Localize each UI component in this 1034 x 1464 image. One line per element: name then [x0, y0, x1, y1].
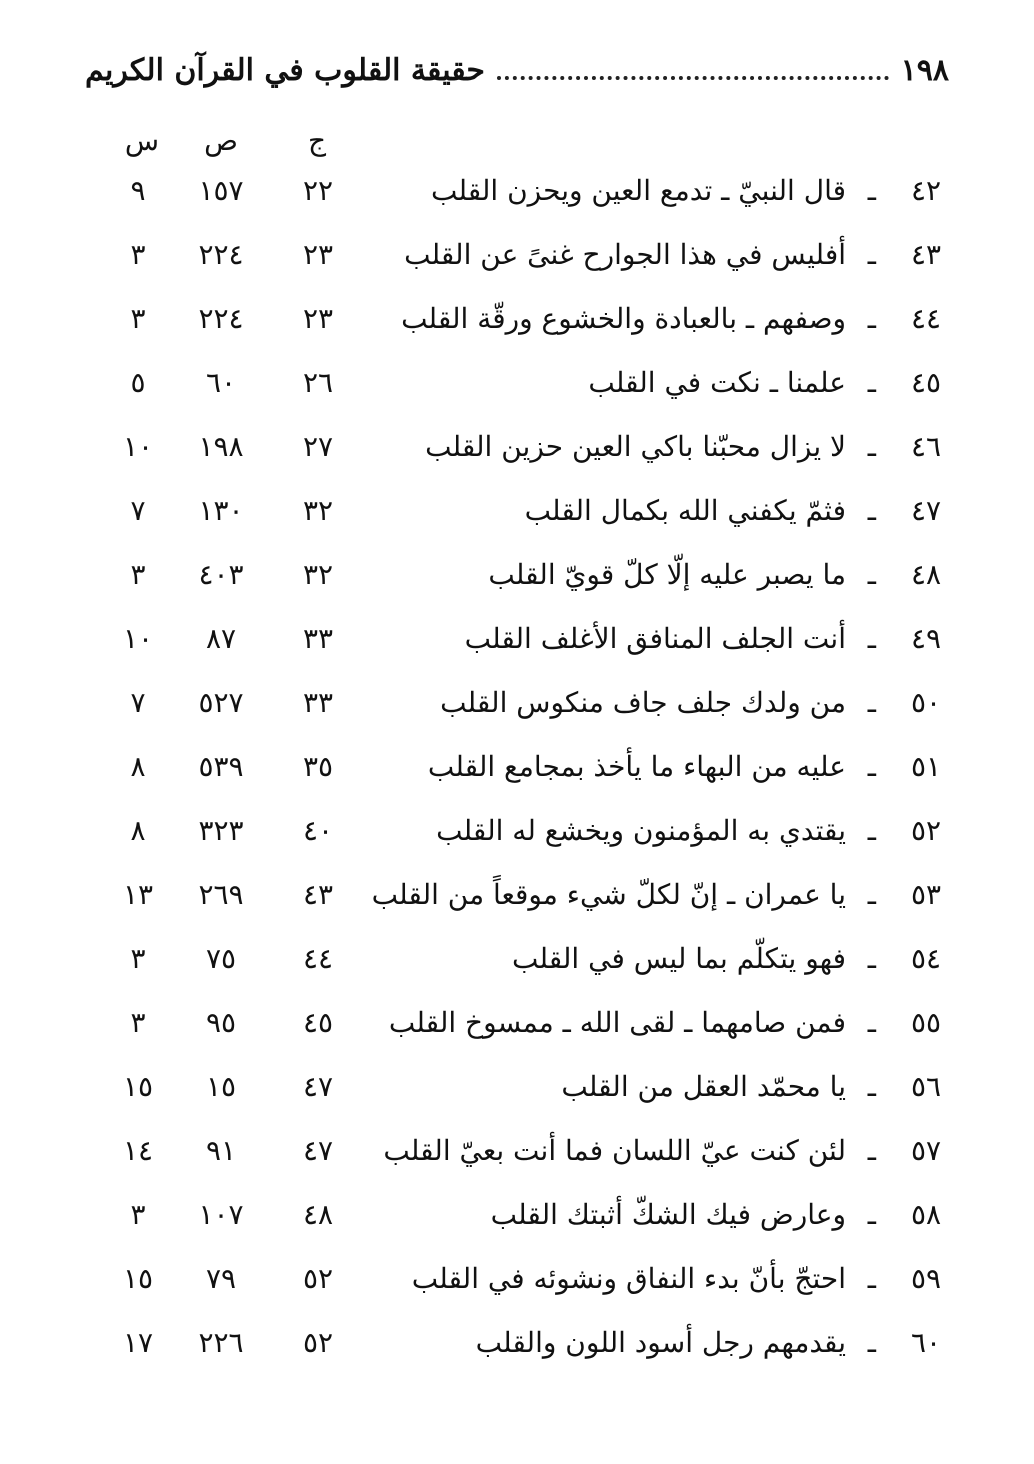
entry-juz: ٥٢ [302, 1326, 334, 1359]
index-entry [0, 1190, 1034, 1254]
running-title: حقيقة القلوب في القرآن الكريم [85, 52, 485, 88]
index-entry [0, 806, 1034, 870]
entry-juz: ٤٧ [302, 1070, 334, 1103]
entry-page: ٢٢٦ [198, 1326, 244, 1359]
entry-juz: ٢٣ [302, 302, 334, 335]
entry-number: ٤٢ [910, 174, 942, 207]
entry-line: ٣ [130, 558, 146, 591]
entry-line: ٥ [130, 366, 146, 399]
entry-juz: ٤٤ [302, 942, 334, 975]
entry-number: ٤٤ [910, 302, 942, 335]
index-entry [0, 550, 1034, 614]
entry-text: يقتدي به المؤمنون ويخشع له القلب [436, 814, 846, 847]
entry-number: ٥٣ [910, 878, 942, 911]
entry-dash: ـ [867, 942, 876, 975]
entry-number: ٤٨ [910, 558, 942, 591]
entry-number: ٥٨ [910, 1198, 942, 1231]
entry-page: ٢٢٤ [198, 302, 244, 335]
entry-text: أنت الجلف المنافق الأغلف القلب [464, 622, 846, 655]
entry-text: احتجّ بأنّ بدء النفاق ونشوئه في القلب [411, 1262, 846, 1295]
entry-juz: ٢٢ [302, 174, 334, 207]
entry-juz: ٤٥ [302, 1006, 334, 1039]
entry-number: ٤٦ [910, 430, 942, 463]
index-entry [0, 486, 1034, 550]
entry-line: ٣ [130, 942, 146, 975]
entry-dash: ـ [867, 814, 876, 847]
entry-number: ٥٥ [910, 1006, 942, 1039]
column-header-line: س [124, 124, 160, 157]
entry-page: ١٩٨ [198, 430, 244, 463]
entry-page: ٧٩ [205, 1262, 237, 1295]
entry-number: ٥٩ [910, 1262, 942, 1295]
entry-number: ٥٢ [910, 814, 942, 847]
leader-dots [497, 76, 889, 80]
index-entry [0, 358, 1034, 422]
index-entry [0, 934, 1034, 998]
entry-line: ١٠ [122, 622, 154, 655]
index-entry [0, 1062, 1034, 1126]
entry-dash: ـ [867, 366, 876, 399]
entry-line: ١٧ [122, 1326, 154, 1359]
entry-text: فثمّ يكفني الله بكمال القلب [524, 494, 846, 527]
entry-line: ٧ [130, 494, 146, 527]
entry-juz: ٣٣ [302, 686, 334, 719]
entry-number: ٥٦ [910, 1070, 942, 1103]
entry-number: ٥٠ [910, 686, 942, 719]
entry-number: ٥١ [910, 750, 942, 783]
entry-juz: ٤٠ [302, 814, 334, 847]
index-entry [0, 166, 1034, 230]
entry-line: ٨ [130, 750, 146, 783]
column-header-juz: ج [307, 124, 327, 157]
index-list [0, 166, 1034, 1382]
entry-juz: ٢٣ [302, 238, 334, 271]
entry-dash: ـ [867, 238, 876, 271]
column-header-page: ص [204, 124, 238, 157]
entry-dash: ـ [867, 302, 876, 335]
entry-page: ٥٢٧ [198, 686, 244, 719]
entry-dash: ـ [867, 878, 876, 911]
index-entry [0, 742, 1034, 806]
index-entry [0, 1126, 1034, 1190]
entry-text: قال النبيّ ـ تدمع العين ويحزن القلب [430, 174, 846, 207]
entry-page: ٦٠ [205, 366, 237, 399]
entry-line: ١٤ [122, 1134, 154, 1167]
entry-line: ١٠ [122, 430, 154, 463]
index-entry [0, 998, 1034, 1062]
entry-text: يا محمّد العقل من القلب [561, 1070, 846, 1103]
entry-text: لا يزال محبّنا باكي العين حزين القلب [425, 430, 846, 463]
entry-page: ٢٢٤ [198, 238, 244, 271]
entry-number: ٤٣ [910, 238, 942, 271]
entry-page: ٣٢٣ [198, 814, 244, 847]
entry-dash: ـ [867, 1198, 876, 1231]
entry-text: لئن كنت عيّ اللسان فما أنت بعيّ القلب [383, 1134, 846, 1167]
entry-juz: ٣٢ [302, 558, 334, 591]
entry-juz: ٣٥ [302, 750, 334, 783]
entry-juz: ٤٣ [302, 878, 334, 911]
page-header [85, 46, 949, 94]
entry-dash: ـ [867, 1134, 876, 1167]
index-entry [0, 294, 1034, 358]
entry-page: ١٥ [205, 1070, 237, 1103]
entry-number: ٤٩ [910, 622, 942, 655]
entry-dash: ـ [867, 1262, 876, 1295]
entry-text: عليه من البهاء ما يأخذ بمجامع القلب [427, 750, 846, 783]
entry-number: ٤٧ [910, 494, 942, 527]
entry-line: ١٣ [122, 878, 154, 911]
entry-dash: ـ [867, 750, 876, 783]
entry-juz: ٤٨ [302, 1198, 334, 1231]
entry-juz: ٤٧ [302, 1134, 334, 1167]
entry-dash: ـ [867, 686, 876, 719]
entry-page: ٩٥ [205, 1006, 237, 1039]
entry-number: ٥٤ [910, 942, 942, 975]
entry-line: ٣ [130, 1006, 146, 1039]
entry-page: ٥٣٩ [198, 750, 244, 783]
entry-text: فهو يتكلّم بما ليس في القلب [511, 942, 846, 975]
entry-text: من ولدك جلف جاف منكوس القلب [440, 686, 846, 719]
entry-text: فمن صامهما ـ لقى الله ـ ممسوخ القلب [388, 1006, 846, 1039]
entry-text: يقدمهم رجل أسود اللون والقلب [475, 1326, 846, 1359]
entry-page: ٧٥ [205, 942, 237, 975]
entry-dash: ـ [867, 494, 876, 527]
entry-text: يا عمران ـ إنّ لكلّ شيء موقعاً من القلب [371, 878, 846, 911]
index-entry [0, 1254, 1034, 1318]
index-entry [0, 614, 1034, 678]
entry-page: ١٣٠ [198, 494, 244, 527]
entry-juz: ٣٣ [302, 622, 334, 655]
entry-dash: ـ [867, 1326, 876, 1359]
entry-number: ٥٧ [910, 1134, 942, 1167]
entry-dash: ـ [867, 174, 876, 207]
entry-number: ٤٥ [910, 366, 942, 399]
entry-text: وعارض فيك الشكّ أثبتك القلب [490, 1198, 846, 1231]
entry-page: ٩١ [205, 1134, 237, 1167]
index-entry [0, 870, 1034, 934]
entry-text: ما يصبر عليه إلّا كلّ قويّ القلب [488, 558, 846, 591]
entry-line: ٣ [130, 238, 146, 271]
entry-line: ٣ [130, 302, 146, 335]
entry-dash: ـ [867, 1006, 876, 1039]
entry-page: ١٥٧ [198, 174, 244, 207]
entry-juz: ٥٢ [302, 1262, 334, 1295]
entry-juz: ٣٢ [302, 494, 334, 527]
entry-text: وصفهم ـ بالعبادة والخشوع ورقّة القلب [401, 302, 846, 335]
entry-juz: ٢٦ [302, 366, 334, 399]
entry-line: ١٥ [122, 1070, 154, 1103]
entry-dash: ـ [867, 430, 876, 463]
entry-page: ٢٦٩ [198, 878, 244, 911]
entry-dash: ـ [867, 1070, 876, 1103]
index-entry [0, 678, 1034, 742]
entry-page: ٨٧ [205, 622, 237, 655]
entry-dash: ـ [867, 622, 876, 655]
entry-number: ٦٠ [910, 1326, 942, 1359]
entry-text: علمنا ـ نكت في القلب [588, 366, 846, 399]
entry-line: ٨ [130, 814, 146, 847]
index-entry [0, 422, 1034, 486]
page-number: ١٩٨ [900, 52, 949, 88]
entry-line: ٣ [130, 1198, 146, 1231]
entry-line: ٩ [130, 174, 146, 207]
index-entry [0, 1318, 1034, 1382]
entry-juz: ٢٧ [302, 430, 334, 463]
entry-line: ١٥ [122, 1262, 154, 1295]
entry-dash: ـ [867, 558, 876, 591]
entry-page: ٤٠٣ [198, 558, 244, 591]
entry-text: أفليس في هذا الجوارح غنىً عن القلب [404, 238, 846, 271]
entry-line: ٧ [130, 686, 146, 719]
index-entry [0, 230, 1034, 294]
entry-page: ١٠٧ [198, 1198, 244, 1231]
